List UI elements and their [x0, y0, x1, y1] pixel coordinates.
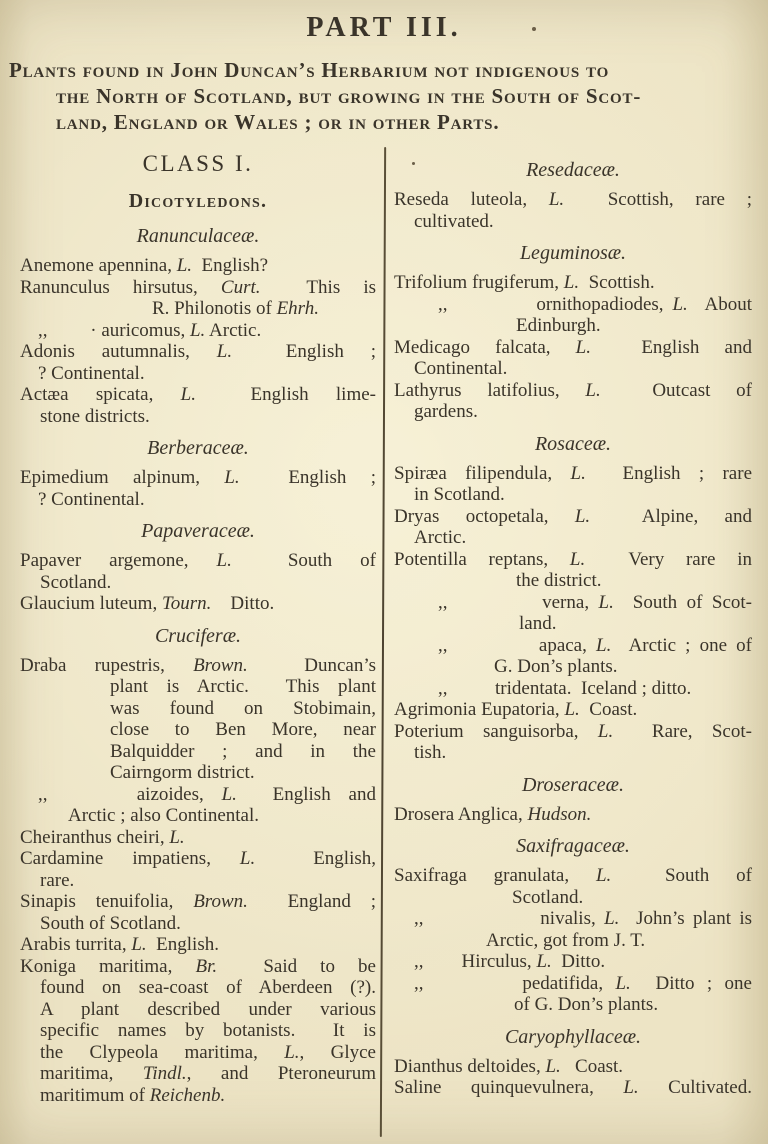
entry-line: Papaver argemone, L. South of [20, 550, 376, 571]
entry-line: Arctic ; also Continental. [68, 805, 260, 826]
family-heading: Cruciferæ. [154, 624, 242, 647]
family-heading: Berberaceæ. [147, 437, 249, 459]
family-heading: Rosaceæ. [534, 432, 612, 455]
entry-line: ? Continental. [38, 488, 145, 510]
entry-line: stone districts. [40, 405, 150, 427]
entry-line: Koniga maritima, Br. Said to be [20, 955, 376, 977]
entry-line: the Clypeola maritima, L., Glyce [40, 1041, 376, 1063]
class-heading: CLASS I. [142, 151, 254, 176]
entry-line: Lathyrus latifolius, L. Outcast of [394, 379, 752, 401]
entry-line: ,, · auricomus, L. Arctic. [38, 319, 262, 341]
family-heading: Caryophyllaceæ. [504, 1025, 642, 1048]
entry-line: ,, tridentata. Iceland ; ditto. [438, 677, 692, 699]
family-heading: Leguminosæ. [519, 242, 627, 264]
entry-line: Saxifraga granulata, L. South of [394, 865, 752, 886]
subtitle-line: the North of Scotland, but growing in the South of Scot- [56, 84, 642, 108]
entry-line: Sinapis tenuifolia, Brown. England ; [20, 891, 376, 912]
print-speck [532, 27, 536, 31]
entry-line: Adonis autumnalis, L. English ; [20, 341, 376, 362]
entry-line: ,, nivalis, L. John’s plant is [414, 908, 752, 929]
entry-line: ? Continental. [38, 362, 145, 384]
entry-line: ,, ornithopadiodes, L. About [438, 293, 752, 315]
entry-line: Scotland. [40, 571, 112, 593]
entry-line: A plant described under various [40, 998, 376, 1020]
two-column-body [8, 147, 758, 1137]
entry-line: plant is Arctic. This plant [110, 676, 376, 697]
entry-line: R. Philonotis of Ehrh. [152, 298, 319, 319]
entry-line: Saline quinquevulnera, L. Cultivated. [394, 1077, 752, 1098]
subtitle [9, 57, 758, 135]
entry-line: close to Ben More, near [110, 719, 376, 740]
entry-line: Cairngorm district. [110, 762, 255, 783]
entry-line: rare. [40, 869, 75, 891]
column-left [8, 147, 382, 1137]
family-heading: Ranunculaceæ. [136, 225, 260, 247]
entry-line: Trifolium frugiferum, L. Scottish. [394, 272, 655, 293]
entry-line: Edinburgh. [516, 315, 601, 336]
family-heading: Papaveraceæ. [141, 520, 255, 542]
entry-line: Balquidder ; and in the [110, 740, 376, 762]
print-speck [412, 162, 415, 165]
entry-line: gardens. [414, 401, 478, 422]
entry-line: Dianthus deltoides, L. Coast. [394, 1055, 624, 1077]
entry-line: Drosera Anglica, Hudson. [394, 803, 592, 825]
entry-line: Potentilla reptans, L. Very rare in [394, 548, 752, 570]
entry-line: Ranunculus hirsutus, Curt. This is [20, 276, 377, 298]
entry-line: Anemone apennina, L. English? [20, 255, 269, 276]
entry-line: maritima, Tindl., and Pteroneurum [40, 1063, 376, 1084]
family-heading: Droseraceæ. [521, 773, 625, 796]
entry-line: Agrimonia Eupatoria, L. Coast. [394, 699, 638, 720]
entry-line: Continental. [414, 358, 508, 379]
page-title: PART III. [306, 12, 462, 43]
column-right [384, 147, 756, 1137]
entry-line: Actæa spicata, L. English lime- [20, 384, 377, 405]
entry-line: Arctic. [414, 527, 467, 548]
entry-line: specific names by botanists. It is [40, 1020, 376, 1041]
entry-line: was found on Stobimain, [110, 697, 376, 719]
family-heading: Resedaceæ. [526, 159, 620, 181]
entry-line: South of Scotland. [40, 912, 181, 934]
entry-line: in Scotland. [414, 484, 505, 505]
entry-line: Scotland. [512, 886, 584, 908]
family-heading: Saxifragaceæ. [516, 835, 630, 857]
entry-line: Glaucium luteum, Tourn. Ditto. [20, 593, 275, 614]
entry-line: ,, pedatifida, L. Ditto ; one [414, 972, 752, 994]
entry-line: ,, verna, L. South of Scot- [438, 591, 752, 613]
entry-line: Cardamine impatiens, L. English, [20, 848, 376, 869]
entry-line: Reseda luteola, L. Scottish, rare ; [394, 189, 752, 210]
entry-line: the district. [516, 570, 602, 591]
entry-line: Arabis turrita, L. English. [20, 934, 219, 955]
order-heading: Dicotyledons. [128, 190, 268, 212]
entry-line: G. Don’s plants. [494, 656, 618, 677]
entry-line: tish. [414, 742, 447, 763]
entry-line: Poterium sanguisorba, L. Rare, Scot- [394, 720, 752, 742]
entry-line: maritimum of Reichenb. [40, 1084, 226, 1106]
subtitle-line: land, England or Wales ; or in other Parts. [56, 110, 500, 134]
entry-line: Medicago falcata, L. English and [394, 336, 752, 358]
subtitle-line: Plants found in John Duncan’s Herbarium not indigenous to [9, 58, 610, 82]
entry-line: ,, apaca, L. Arctic ; one of [438, 634, 752, 656]
entry-line: ,, aizoides, L. English and [38, 783, 376, 805]
entry-line: cultivated. [414, 210, 494, 232]
entry-line: Cheiranthus cheiri, L. [20, 826, 185, 848]
entry-line: Epimedium alpinum, L. English ; [20, 467, 376, 488]
entry-line: Draba rupestris, Brown. Duncan’s [20, 654, 376, 676]
entry-line: land. [519, 613, 557, 634]
entry-line: ,, Hirculus, L. Ditto. [414, 951, 606, 972]
entry-line: Dryas octopetala, L. Alpine, and [394, 505, 752, 527]
entry-line: Arctic, got from J. T. [486, 929, 646, 951]
entry-line: of G. Don’s plants. [514, 994, 659, 1015]
entry-line: Spiræa filipendula, L. English ; rare [394, 462, 752, 484]
entry-line: found on sea-coast of Aberdeen (?). [40, 977, 376, 998]
